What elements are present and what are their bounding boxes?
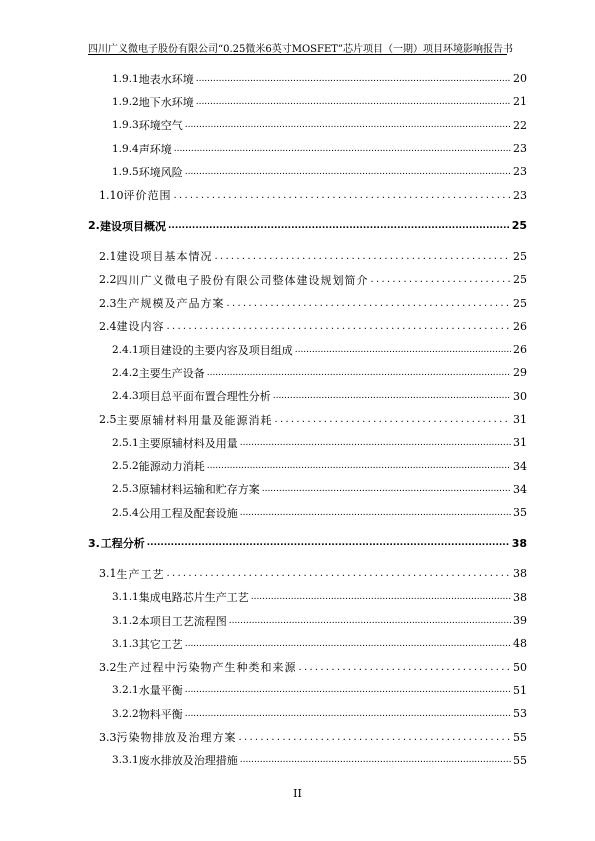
toc-entry-number: 2.5.3 bbox=[112, 483, 139, 496]
toc-entry-page: 25 bbox=[511, 219, 527, 233]
toc-entry-page: 25 bbox=[513, 296, 527, 310]
toc-entry-page: 23 bbox=[513, 165, 527, 179]
toc-entry-title: 集成电路芯片生产工艺 bbox=[138, 591, 249, 605]
dot-leader bbox=[262, 484, 511, 494]
toc-entry-title: 项目建设的主要内容及项目组成 bbox=[138, 343, 293, 357]
toc-entry-number: 2.4.3 bbox=[112, 390, 139, 403]
toc-entry-title: 主要原辅材料用量及能源消耗 bbox=[116, 413, 273, 427]
toc-entry-number: 3.1.1 bbox=[112, 591, 139, 604]
toc-entry-page: 26 bbox=[513, 343, 527, 357]
dot-leader bbox=[207, 368, 511, 378]
toc-entry[interactable] bbox=[88, 245, 527, 268]
toc-entry-page: 30 bbox=[513, 389, 527, 403]
toc-entry-page: 53 bbox=[513, 707, 527, 721]
toc-entry[interactable] bbox=[88, 291, 527, 314]
dot-leader bbox=[196, 97, 511, 107]
dot-leader bbox=[147, 538, 510, 548]
toc-entry-number: 2.2 bbox=[99, 273, 117, 287]
page-number: II bbox=[293, 787, 302, 800]
toc-entry[interactable] bbox=[88, 749, 527, 772]
toc-entry-page: 55 bbox=[513, 730, 527, 744]
toc-entry[interactable] bbox=[88, 632, 527, 655]
running-header: 四川广义微电子股份有限公司“0.25微米6英寸MOSFET”芯片项目（一期）项目环境影响报告书 bbox=[88, 44, 514, 55]
toc-entry-page: 34 bbox=[513, 482, 527, 496]
toc-entry-title: 主要原辅材料及用量 bbox=[138, 436, 238, 450]
toc-entry[interactable] bbox=[88, 408, 527, 431]
toc-entry[interactable] bbox=[88, 679, 527, 702]
toc-entry[interactable] bbox=[88, 137, 527, 160]
toc-entry-page: 20 bbox=[513, 72, 527, 86]
toc-entry-title: 地表水环境 bbox=[138, 72, 194, 86]
dot-leader bbox=[185, 167, 511, 177]
toc-entry-page: 22 bbox=[513, 118, 527, 132]
toc-entry-title: 工程分析 bbox=[100, 537, 145, 551]
toc-entry[interactable] bbox=[88, 268, 527, 291]
toc-entry[interactable] bbox=[88, 431, 527, 454]
toc-entry-title: 主要生产设备 bbox=[138, 366, 205, 380]
toc-entry[interactable] bbox=[88, 160, 527, 183]
dot-leader bbox=[239, 732, 512, 743]
toc-entry-page: 26 bbox=[513, 319, 527, 333]
toc-entry-number: 1.9.3 bbox=[112, 119, 139, 132]
dot-leader bbox=[215, 251, 512, 262]
toc-entry-page: 29 bbox=[513, 366, 527, 380]
toc-entry-title: 本项目工艺流程图 bbox=[138, 614, 227, 628]
toc-entry-number: 3. bbox=[88, 536, 100, 550]
toc-entry-number: 3.3.1 bbox=[112, 754, 139, 767]
toc-entry-title: 原辅材料运输和贮存方案 bbox=[138, 483, 260, 497]
toc-entry-page: 31 bbox=[513, 413, 527, 426]
toc-entry-title: 环境风险 bbox=[138, 165, 183, 179]
dot-leader bbox=[295, 345, 511, 355]
toc-entry-page: 25 bbox=[513, 273, 527, 287]
toc-entry-number: 2.3 bbox=[99, 296, 117, 310]
toc-entry-number: 1.9.4 bbox=[112, 142, 139, 155]
toc-entry[interactable] bbox=[88, 67, 527, 90]
dot-leader bbox=[273, 391, 511, 401]
dot-leader bbox=[299, 662, 512, 673]
dot-leader bbox=[174, 144, 511, 154]
toc-entry[interactable] bbox=[88, 385, 527, 408]
toc-entry[interactable] bbox=[88, 656, 527, 679]
toc-entry-title: 环境空气 bbox=[138, 119, 183, 133]
dot-leader bbox=[240, 755, 511, 765]
toc-entry-page: 39 bbox=[513, 614, 527, 628]
toc-entry-title: 建设内容 bbox=[116, 320, 165, 334]
toc-entry-page: 48 bbox=[513, 637, 527, 651]
toc-entry-number: 2.4.1 bbox=[112, 343, 139, 356]
toc-entry[interactable] bbox=[88, 338, 527, 361]
dot-leader bbox=[167, 568, 512, 579]
dot-leader bbox=[167, 321, 512, 332]
toc-entry-number: 1.9.1 bbox=[112, 72, 139, 85]
toc-entry-title: 能源动力消耗 bbox=[138, 460, 205, 474]
toc-entry-page: 38 bbox=[513, 590, 527, 604]
toc-entry-title: 建设项目概况 bbox=[100, 219, 166, 233]
toc-entry[interactable] bbox=[88, 315, 527, 338]
dot-leader bbox=[229, 616, 511, 626]
toc-entry-title: 其它工艺 bbox=[138, 637, 183, 651]
toc-entry-number: 3.3 bbox=[99, 730, 117, 744]
toc-entry-page: 34 bbox=[513, 459, 527, 473]
toc-entry[interactable] bbox=[88, 524, 527, 562]
toc-entry-number: 1.9.2 bbox=[112, 95, 139, 108]
toc-entry[interactable] bbox=[88, 90, 527, 113]
dot-leader bbox=[251, 592, 511, 602]
toc-entry[interactable] bbox=[88, 478, 527, 501]
toc-entry-number: 2. bbox=[88, 219, 100, 233]
toc-entry-number: 3.2 bbox=[99, 660, 117, 674]
toc-entry-title: 建设项目基本情况 bbox=[116, 250, 213, 264]
toc-entry-number: 1.9.5 bbox=[112, 165, 139, 178]
toc-entry[interactable] bbox=[88, 586, 527, 609]
toc-entry[interactable] bbox=[88, 501, 527, 524]
toc-entry-page: 38 bbox=[513, 567, 527, 581]
dot-leader bbox=[371, 274, 512, 285]
toc-entry[interactable] bbox=[88, 725, 527, 748]
toc-entry-number: 2.5.4 bbox=[112, 506, 139, 519]
dot-leader bbox=[275, 414, 512, 425]
toc-entry-title: 生产过程中污染物产生种类和来源 bbox=[116, 661, 297, 675]
toc-entry-page: 51 bbox=[513, 683, 527, 697]
toc-entry-page: 21 bbox=[513, 95, 527, 109]
toc-entry-title: 评价范围 bbox=[123, 189, 172, 203]
dot-leader bbox=[174, 190, 512, 201]
toc-entry-page: 31 bbox=[513, 436, 527, 450]
toc-entry-page: 25 bbox=[513, 249, 527, 263]
toc-entry[interactable] bbox=[88, 562, 527, 585]
dot-leader bbox=[185, 685, 511, 695]
toc-entry-number: 3.1.2 bbox=[112, 614, 139, 627]
toc-entry-number: 2.1 bbox=[99, 249, 117, 263]
toc-entry-number: 1.10 bbox=[99, 188, 124, 202]
toc-entry-number: 2.5.2 bbox=[112, 460, 139, 473]
toc-entry-title: 污染物排放及治理方案 bbox=[116, 731, 237, 745]
toc-entry-number: 2.4.2 bbox=[112, 366, 139, 379]
toc-entry-title: 废水排放及治理措施 bbox=[138, 754, 238, 768]
toc-entry-number: 3.1.3 bbox=[112, 637, 139, 650]
dot-leader bbox=[168, 221, 510, 231]
toc-entry-title: 生产工艺 bbox=[116, 567, 165, 581]
toc-entry-page: 50 bbox=[513, 660, 527, 674]
toc-entry-page: 55 bbox=[513, 753, 527, 767]
toc-entry-number: 2.5 bbox=[99, 413, 117, 426]
dot-leader bbox=[240, 508, 511, 518]
header-rule bbox=[88, 54, 507, 55]
table-of-contents bbox=[88, 67, 527, 772]
toc-entry[interactable] bbox=[88, 183, 527, 206]
toc-entry[interactable] bbox=[88, 702, 527, 725]
toc-entry-title: 生产规模及产品方案 bbox=[116, 297, 225, 311]
dot-leader bbox=[185, 639, 511, 649]
toc-entry-page: 38 bbox=[511, 536, 527, 550]
toc-entry-title: 物料平衡 bbox=[138, 707, 183, 721]
dot-leader bbox=[240, 438, 511, 448]
dot-leader bbox=[185, 709, 511, 719]
toc-entry-page: 23 bbox=[513, 142, 527, 156]
toc-entry-number: 3.2.1 bbox=[112, 684, 139, 697]
toc-entry-page: 35 bbox=[513, 506, 527, 520]
toc-entry-title: 地下水环境 bbox=[138, 95, 194, 109]
toc-entry[interactable] bbox=[88, 454, 527, 477]
toc-entry[interactable] bbox=[88, 609, 527, 632]
toc-entry-number: 2.4 bbox=[99, 319, 117, 333]
toc-entry-title: 声环境 bbox=[138, 142, 172, 156]
toc-entry-title: 水量平衡 bbox=[138, 684, 183, 698]
dot-leader bbox=[196, 74, 511, 84]
toc-entry-page: 23 bbox=[513, 188, 527, 202]
toc-entry-number: 3.1 bbox=[99, 567, 117, 581]
dot-leader bbox=[185, 120, 511, 130]
toc-entry-title: 公用工程及配套设施 bbox=[138, 506, 238, 520]
toc-entry-number: 2.5.1 bbox=[112, 436, 139, 449]
toc-entry[interactable] bbox=[88, 114, 527, 137]
toc-entry-number: 3.2.2 bbox=[112, 707, 139, 720]
toc-entry-title: 项目总平面布置合理性分析 bbox=[138, 390, 271, 404]
dot-leader bbox=[207, 461, 511, 471]
toc-entry[interactable] bbox=[88, 361, 527, 384]
toc-entry-title: 四川广义微电子股份有限公司整体建设规划简介 bbox=[116, 273, 369, 287]
toc-entry[interactable] bbox=[88, 207, 527, 245]
dot-leader bbox=[227, 298, 512, 309]
